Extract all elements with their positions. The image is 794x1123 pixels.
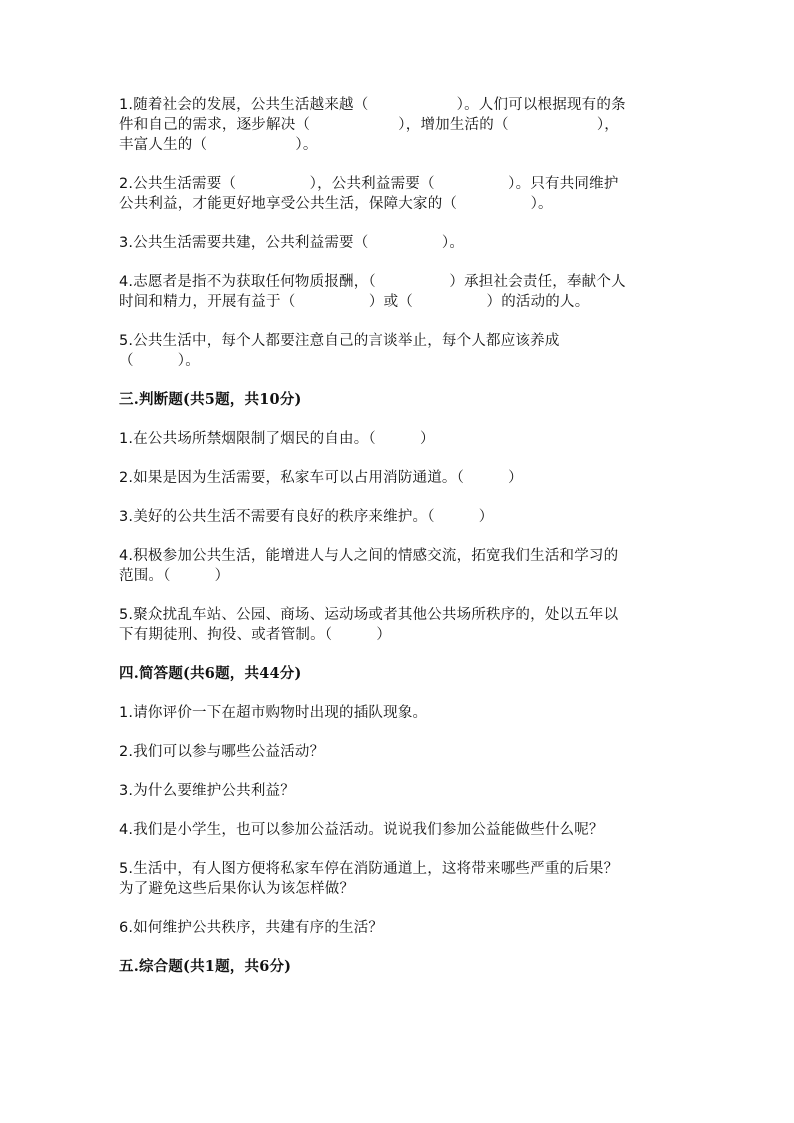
question-line: 公共利益，才能更好地享受公共生活，保障大家的（ ）。 — [119, 196, 553, 212]
question-line: 5.生活中，有人图方便将私家车停在消防通道上，这将带来哪些严重的后果？ — [119, 861, 619, 877]
judgement-question-4 — [119, 546, 679, 586]
question-line: 2.公共生活需要（ ），公共利益需要（ ）。只有共同维护 — [119, 176, 619, 192]
question-line: 5.公共生活中，每个人都要注意自己的言谈举止，每个人都应该养成 — [119, 333, 560, 349]
question-line: 2.如果是因为生活需要，私家车可以占用消防通道。（ ） — [119, 470, 523, 486]
question-line: 3.美好的公共生活不需要有良好的秩序来维护。（ ） — [119, 509, 494, 525]
question-line: 3.为什么要维护公共利益？ — [119, 783, 295, 799]
short-answer-question-3 — [119, 781, 679, 801]
question-line: 件和自己的需求，逐步解决（ ），增加生活的（ ）， — [119, 117, 619, 133]
question-line: 丰富人生的（ ）。 — [119, 137, 318, 153]
question-line: 1.随着社会的发展，公共生活越来越（ ）。人们可以根据现有的条 — [119, 97, 626, 113]
exam-page — [119, 95, 679, 996]
fill-question-2 — [119, 174, 679, 214]
question-line: 4.我们是小学生，也可以参加公益活动。说说我们参加公益能做些什么呢？ — [119, 822, 604, 838]
question-line: 1.在公共场所禁烟限制了烟民的自由。（ ） — [119, 431, 435, 447]
question-line: （ ）。 — [119, 353, 200, 369]
question-line: 下有期徒刑、拘役、或者管制。（ ） — [119, 627, 392, 643]
short-answer-question-4 — [119, 820, 679, 840]
short-answer-question-5 — [119, 859, 679, 899]
question-line: 为了避免这些后果你认为该怎样做？ — [119, 881, 355, 897]
question-line: 时间和精力，开展有益于（ ）或（ ）的活动的人。 — [119, 294, 590, 310]
question-line: 5.聚众扰乱车站、公园、商场、运动场或者其他公共场所秩序的，处以五年以 — [119, 607, 619, 623]
question-line: 3.公共生活需要共建，公共利益需要（ ）。 — [119, 235, 465, 251]
fill-question-3 — [119, 233, 679, 253]
judgement-question-2 — [119, 468, 679, 488]
judgement-question-3 — [119, 507, 679, 527]
question-line: 1.请你评价一下在超市购物时出现的插队现象。 — [119, 705, 428, 721]
short-answer-question-2 — [119, 742, 679, 762]
judgement-question-5 — [119, 605, 679, 645]
fill-question-1 — [119, 95, 679, 155]
section-title-judgement: 三.判断题(共5题，共10分) — [119, 391, 302, 408]
question-line: 6.如何维护公共秩序，共建有序的生活？ — [119, 920, 384, 936]
fill-question-5 — [119, 331, 679, 371]
short-answer-question-1 — [119, 703, 679, 723]
question-line: 4.志愿者是指不为获取任何物质报酬，（ ）承担社会责任，奉献个人 — [119, 274, 626, 290]
question-line: 范围。（ ） — [119, 568, 230, 584]
judgement-question-1 — [119, 429, 679, 449]
section-title-comprehensive: 五.综合题(共1题，共6分) — [119, 958, 292, 975]
section-title-short-answer: 四.简答题(共6题，共44分) — [119, 665, 302, 682]
fill-question-4 — [119, 272, 679, 312]
question-line: 4.积极参加公共生活，能增进人与人之间的情感交流，拓宽我们生活和学习的 — [119, 548, 619, 564]
question-line: 2.我们可以参与哪些公益活动？ — [119, 744, 325, 760]
short-answer-question-6 — [119, 918, 679, 938]
